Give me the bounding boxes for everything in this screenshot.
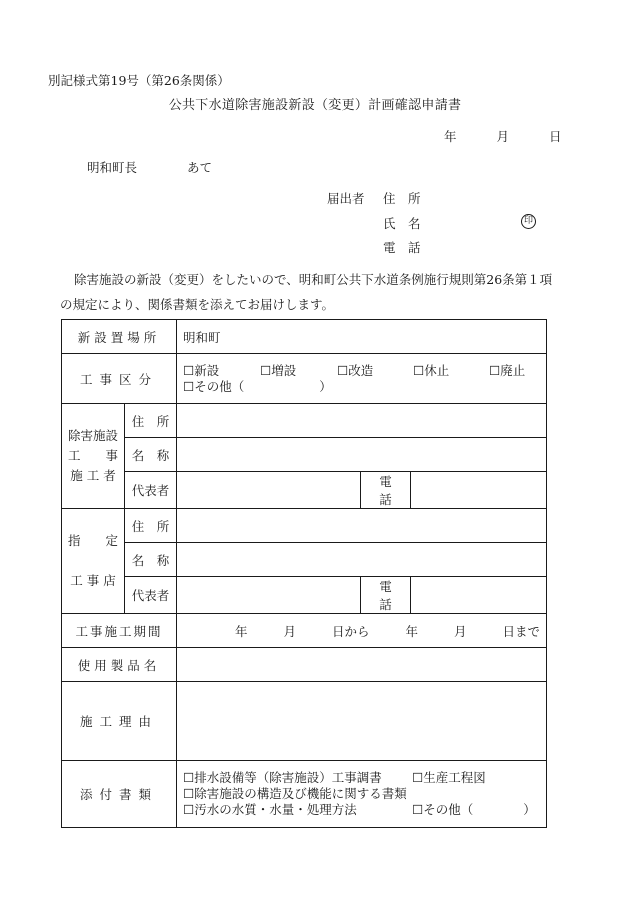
contractor-address-field[interactable] [177, 404, 547, 438]
body-text-line1: 除害施設の新設（変更）をしたいので、明和町公共下水道条例施行規則第26条第１項 [74, 272, 553, 287]
row-work-type [62, 354, 547, 404]
application-table [61, 319, 547, 828]
addressee-name: 明和町長 [87, 160, 138, 175]
checkbox-modify[interactable]: ☐改造 [337, 362, 374, 378]
attachments-options [177, 761, 547, 828]
body-text-line2: の規定により、関係書類を添えてお届けします。 [60, 297, 335, 312]
reason-field[interactable] [177, 682, 547, 761]
designated-group-label: 指 定 工 事 店 [62, 509, 125, 614]
designated-phone-label: 電 話 [361, 577, 411, 614]
addressee [87, 158, 212, 176]
row-designated-address [62, 509, 547, 543]
contractor-rep-field[interactable] [177, 472, 361, 509]
contractor-rep-label: 代表者 [125, 472, 177, 509]
checkbox-attach-process[interactable]: ☐生産工程図 [412, 770, 486, 785]
contractor-address-label: 住 所 [125, 404, 177, 438]
page-title: 公共下水道除害施設新設（変更）計画確認申請書 [168, 98, 462, 113]
row-designated-rep [62, 577, 547, 614]
checkbox-attach-structure[interactable]: ☐除害施設の構造及び機能に関する書類 [183, 786, 407, 801]
attachments-label: 添付書類 [80, 787, 159, 802]
work-type-options [177, 354, 547, 404]
date-month: 月 [496, 129, 509, 144]
work-type-label: 工事区分 [80, 371, 159, 387]
row-contractor-name [62, 438, 547, 472]
contractor-phone-label: 電 話 [361, 472, 411, 509]
designated-rep-label: 代表者 [125, 577, 177, 614]
checkbox-attach-survey[interactable]: ☐排水設備等（除害施設）工事調書 [183, 770, 382, 785]
applicant-block [327, 187, 421, 261]
checkbox-other[interactable]: ☐その他（ ） [183, 378, 332, 394]
checkbox-expand[interactable]: ☐増設 [260, 362, 297, 378]
checkbox-attach-other[interactable]: ☐その他（ ） [412, 802, 536, 817]
checkbox-new[interactable]: ☐新設 [183, 362, 220, 378]
checkbox-suspend[interactable]: ☐休止 [413, 362, 450, 378]
contractor-phone-field[interactable] [411, 472, 547, 509]
row-contractor-rep [62, 472, 547, 509]
applicant-phone-label: 電 話 [383, 240, 421, 255]
date-day: 日 [548, 129, 562, 144]
applicant-name-label: 氏 名 [383, 215, 421, 231]
checkbox-abolish[interactable]: ☐廃止 [489, 362, 526, 378]
row-period [62, 614, 547, 648]
row-products [62, 648, 547, 682]
designated-address-label: 住 所 [125, 509, 177, 543]
row-contractor-address [62, 404, 547, 438]
date-line [444, 127, 561, 145]
row-reason [62, 682, 547, 761]
designated-name-label: 名 称 [125, 543, 177, 577]
seal-mark: 印 [521, 214, 536, 229]
reason-label: 施工理由 [80, 714, 159, 729]
location-label: 新設置場所 [77, 329, 161, 345]
contractor-group-label: 除害施設 工 事 施 工 者 [62, 404, 125, 509]
form-number: 別記様式第19号（第26条関係） [48, 73, 230, 88]
designated-phone-field[interactable] [411, 577, 547, 614]
contractor-name-label: 名 称 [125, 438, 177, 472]
body-text [60, 267, 560, 317]
checkbox-attach-water[interactable]: ☐汚水の水質・水量・処理方法 [183, 802, 357, 817]
date-year: 年 [444, 129, 457, 144]
row-location [62, 320, 547, 354]
row-attachments [62, 761, 547, 828]
products-field[interactable] [177, 648, 547, 682]
applicant-address-label: 住 所 [383, 191, 421, 206]
applicant-label: 届出者 [327, 191, 365, 206]
designated-address-field[interactable] [177, 509, 547, 543]
addressee-suffix: あて [187, 160, 213, 175]
products-label: 使用製品名 [77, 657, 161, 673]
designated-rep-field[interactable] [177, 577, 361, 614]
row-designated-name [62, 543, 547, 577]
period-field[interactable]: 年 月 日から 年 月 日まで [177, 614, 547, 648]
contractor-name-field[interactable] [177, 438, 547, 472]
period-label: 工事施工期間 [75, 623, 163, 639]
location-value[interactable]: 明和町 [177, 320, 547, 354]
designated-name-field[interactable] [177, 543, 547, 577]
